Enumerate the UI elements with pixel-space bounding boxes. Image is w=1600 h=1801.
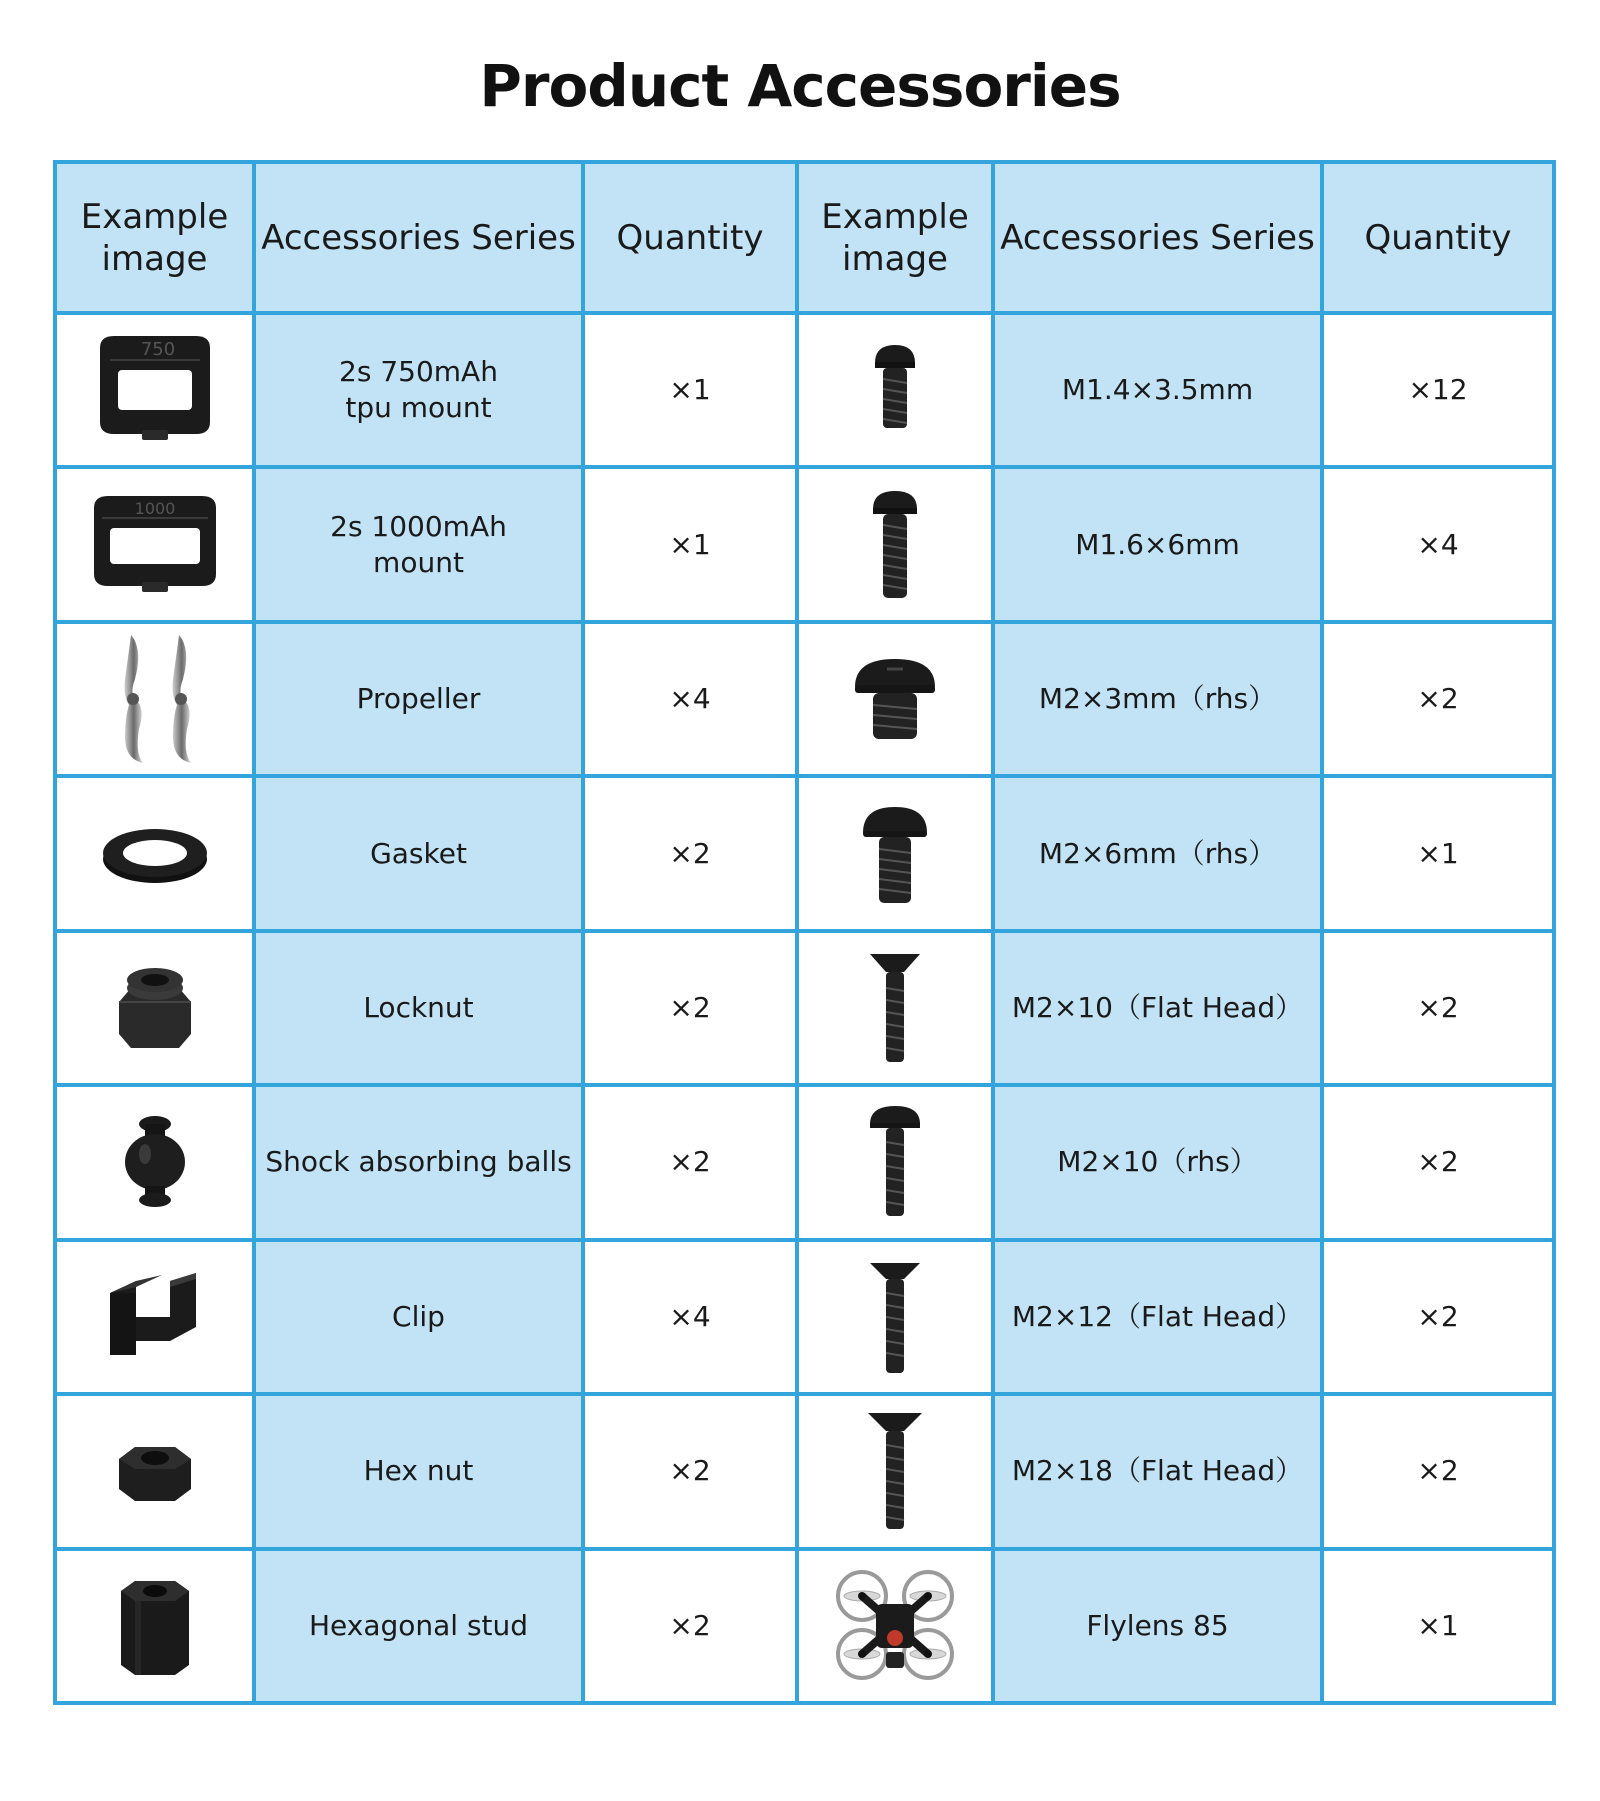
page-title: Product Accessories [479,52,1121,120]
example-image-cell [55,313,254,467]
quantity-cell: ×2 [583,1394,797,1548]
accessory-series-cell: Gasket [254,776,583,930]
quantity-cell: ×2 [583,1549,797,1704]
table-row [55,1394,1554,1548]
accessory-series-cell: M2×10（Flat Head） [993,931,1322,1085]
gasket-icon [95,819,215,889]
example-image-cell [797,1085,993,1239]
header-row [55,162,1554,313]
quantity-cell: ×2 [1322,1394,1554,1548]
screw-m2x10-flat-head-icon [860,948,930,1068]
quantity-cell: ×2 [1322,1085,1554,1239]
svg-text:1000: 1000 [134,498,175,518]
battery-mount-1000-icon [80,490,230,600]
accessory-series-cell: 2s 750mAh tpu mount [254,313,583,467]
quantity-cell: ×2 [583,776,797,930]
accessory-series-cell: Flylens 85 [993,1549,1322,1704]
example-image-cell [797,313,993,467]
screw-m1-4x3-5-icon [855,335,935,445]
accessory-series-cell: 2s 1000mAh mount [254,467,583,621]
example-image-cell [55,1394,254,1548]
quantity-cell: ×1 [1322,776,1554,930]
header-accessories-series-right: Accessories Series [993,162,1322,313]
table-row [55,931,1554,1085]
quantity-cell: ×12 [1322,313,1554,467]
example-image-cell [797,1549,993,1704]
hex-nut-icon [105,1431,205,1511]
table-row [55,1240,1554,1394]
accessory-series-cell: Clip [254,1240,583,1394]
header-quantity-right: Quantity [1322,162,1554,313]
example-image-cell [797,1240,993,1394]
example-image-cell [55,776,254,930]
header-example-image-left: Example image [55,162,254,313]
example-image-cell [797,931,993,1085]
drone-flylens-85-icon [830,1566,960,1686]
accessory-series-cell: M2×12（Flat Head） [993,1240,1322,1394]
header-example-image-right: Example image [797,162,993,313]
example-image-cell [55,1085,254,1239]
quantity-cell: ×2 [1322,931,1554,1085]
clip-icon [100,1267,210,1367]
accessory-series-cell: M1.4×3.5mm [993,313,1322,467]
table-row [55,1549,1554,1704]
quantity-cell: ×1 [583,313,797,467]
accessory-series-cell: Locknut [254,931,583,1085]
accessory-series-cell: Propeller [254,622,583,776]
screw-m2x3-rhs-icon [845,649,945,749]
hexagonal-stud-icon [105,1571,205,1681]
example-image-cell [55,467,254,621]
table-row [55,313,1554,467]
example-image-cell [797,1394,993,1548]
example-image-cell [55,1549,254,1704]
quantity-cell: ×1 [583,467,797,621]
accessory-series-cell: Shock absorbing balls [254,1085,583,1239]
screw-m2x18-flat-head-icon [860,1409,930,1533]
example-image-cell [797,776,993,930]
quantity-cell: ×4 [1322,467,1554,621]
quantity-cell: ×2 [583,931,797,1085]
table-row [55,467,1554,621]
quantity-cell: ×4 [583,1240,797,1394]
shock-absorbing-ball-icon [115,1112,195,1212]
example-image-cell [55,1240,254,1394]
accessory-series-cell: M2×18（Flat Head） [993,1394,1322,1548]
screw-m1-6x6-icon [855,485,935,605]
screw-m2x12-flat-head-icon [860,1257,930,1377]
table-row [55,1085,1554,1239]
svg-text:750: 750 [140,339,175,361]
accessory-series-cell: M1.6×6mm [993,467,1322,621]
quantity-cell: ×2 [583,1085,797,1239]
accessory-series-cell: Hexagonal stud [254,1549,583,1704]
example-image-cell [55,931,254,1085]
example-image-cell [797,467,993,621]
battery-mount-750-icon [80,330,230,450]
propeller-icon [95,629,215,769]
table-row [55,776,1554,930]
accessory-series-cell: Hex nut [254,1394,583,1548]
screw-m2x10-rhs-icon [860,1102,930,1222]
header-accessories-series-left: Accessories Series [254,162,583,313]
example-image-cell [55,622,254,776]
locknut-icon [105,958,205,1058]
quantity-cell: ×2 [1322,1240,1554,1394]
quantity-cell: ×2 [1322,622,1554,776]
quantity-cell: ×1 [1322,1549,1554,1704]
header-quantity-left: Quantity [583,162,797,313]
accessory-series-cell: M2×6mm（rhs） [993,776,1322,930]
example-image-cell [797,622,993,776]
accessory-series-cell: M2×10（rhs） [993,1085,1322,1239]
accessory-series-cell: M2×3mm（rhs） [993,622,1322,776]
accessories-table [53,160,1556,1705]
table-row [55,622,1554,776]
quantity-cell: ×4 [583,622,797,776]
screw-m2x6-rhs-icon [855,799,935,909]
